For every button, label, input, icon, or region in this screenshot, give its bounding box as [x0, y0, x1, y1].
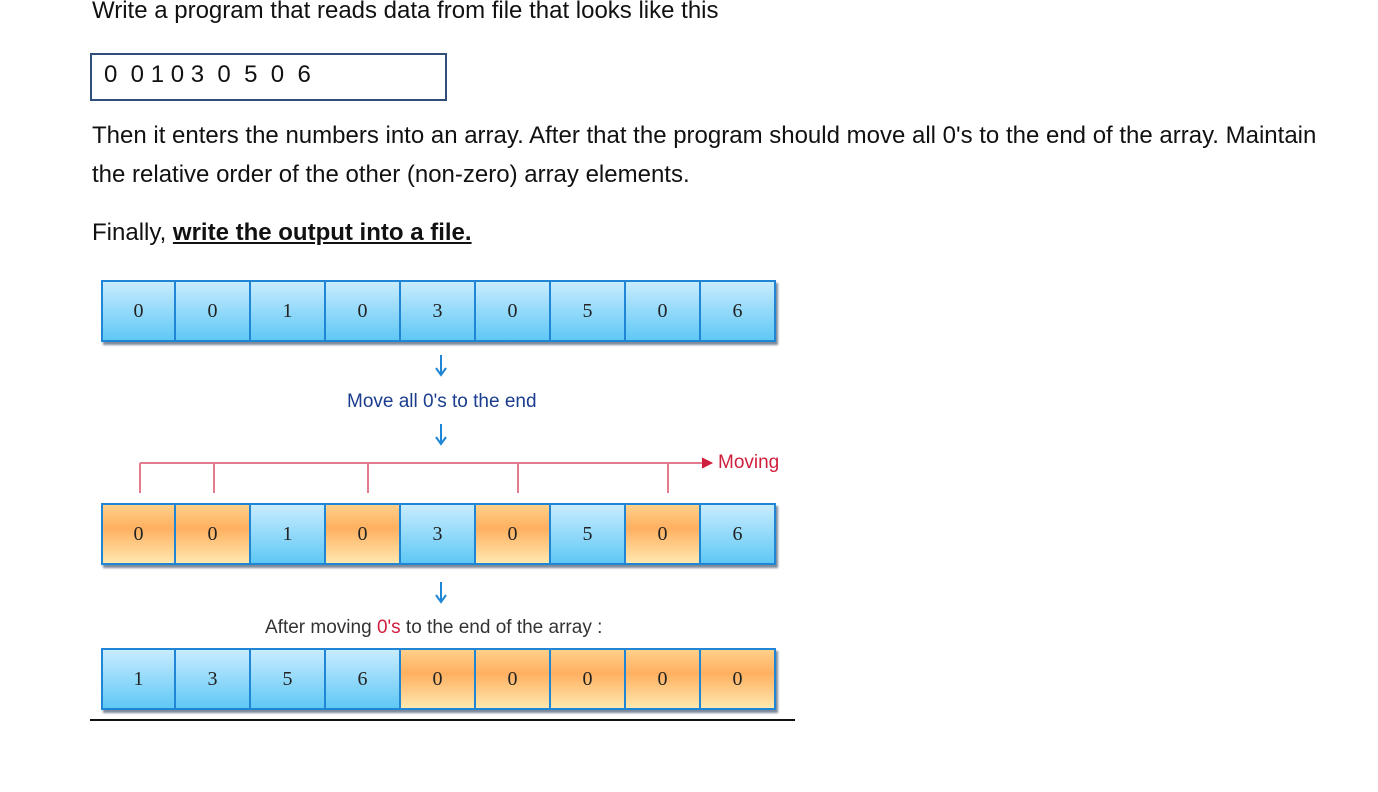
result-label-suffix: to the end of the array :	[400, 617, 603, 638]
array-cell: 0	[101, 280, 176, 342]
array-cell: 5	[551, 280, 626, 342]
array-cell: 0	[401, 648, 476, 710]
file-sample-box	[90, 53, 447, 101]
marked-array	[101, 503, 776, 565]
array-cell: 0	[626, 280, 701, 342]
array-cell: 0	[326, 280, 401, 342]
result-array	[101, 648, 776, 710]
down-arrow-icon	[434, 582, 448, 604]
array-cell: 0	[476, 648, 551, 710]
moving-bracket-lines	[130, 455, 720, 495]
array-cell: 0	[551, 648, 626, 710]
down-arrow-icon	[434, 355, 448, 377]
array-cell: 0	[176, 280, 251, 342]
array-cell: 6	[701, 280, 776, 342]
array-cell: 1	[251, 503, 326, 565]
result-label-prefix: After moving	[265, 617, 377, 638]
array-cell: 0	[701, 648, 776, 710]
array-cell: 6	[326, 648, 401, 710]
finally-bold-text: write the output into a file.	[172, 219, 472, 246]
array-cell: 3	[401, 503, 476, 565]
step-label: Move all 0's to the end	[347, 391, 537, 412]
down-arrow-icon	[434, 424, 448, 446]
finally-prefix: Finally,	[92, 219, 173, 246]
array-cell: 0	[476, 280, 551, 342]
array-cell: 1	[251, 280, 326, 342]
array-cell: 0	[101, 503, 176, 565]
array-cell: 6	[701, 503, 776, 565]
moving-label: Moving	[718, 452, 780, 473]
array-cell: 0	[626, 503, 701, 565]
array-cell: 0	[626, 648, 701, 710]
bottom-rule	[90, 719, 795, 721]
intro-text: Write a program that reads data from file that looks like this	[92, 0, 719, 24]
array-cell: 0	[476, 503, 551, 565]
instructions-paragraph: Then it enters the numbers into an array. After that the program should move all 0's to the end of the array. Maintain the relative order of the other (non-zero) array elements.	[92, 122, 1317, 188]
file-sample-text: 0 0 1 0 3 0 5 0 6	[104, 61, 311, 88]
result-label-zeros: 0's	[376, 617, 401, 638]
array-cell: 5	[251, 648, 326, 710]
array-cell: 0	[326, 503, 401, 565]
array-cell: 3	[401, 280, 476, 342]
array-cell: 5	[551, 503, 626, 565]
input-array	[101, 280, 776, 342]
finally-line	[92, 215, 472, 251]
array-cell: 1	[101, 648, 176, 710]
result-label	[265, 617, 602, 639]
array-cell: 3	[176, 648, 251, 710]
array-cell: 0	[176, 503, 251, 565]
